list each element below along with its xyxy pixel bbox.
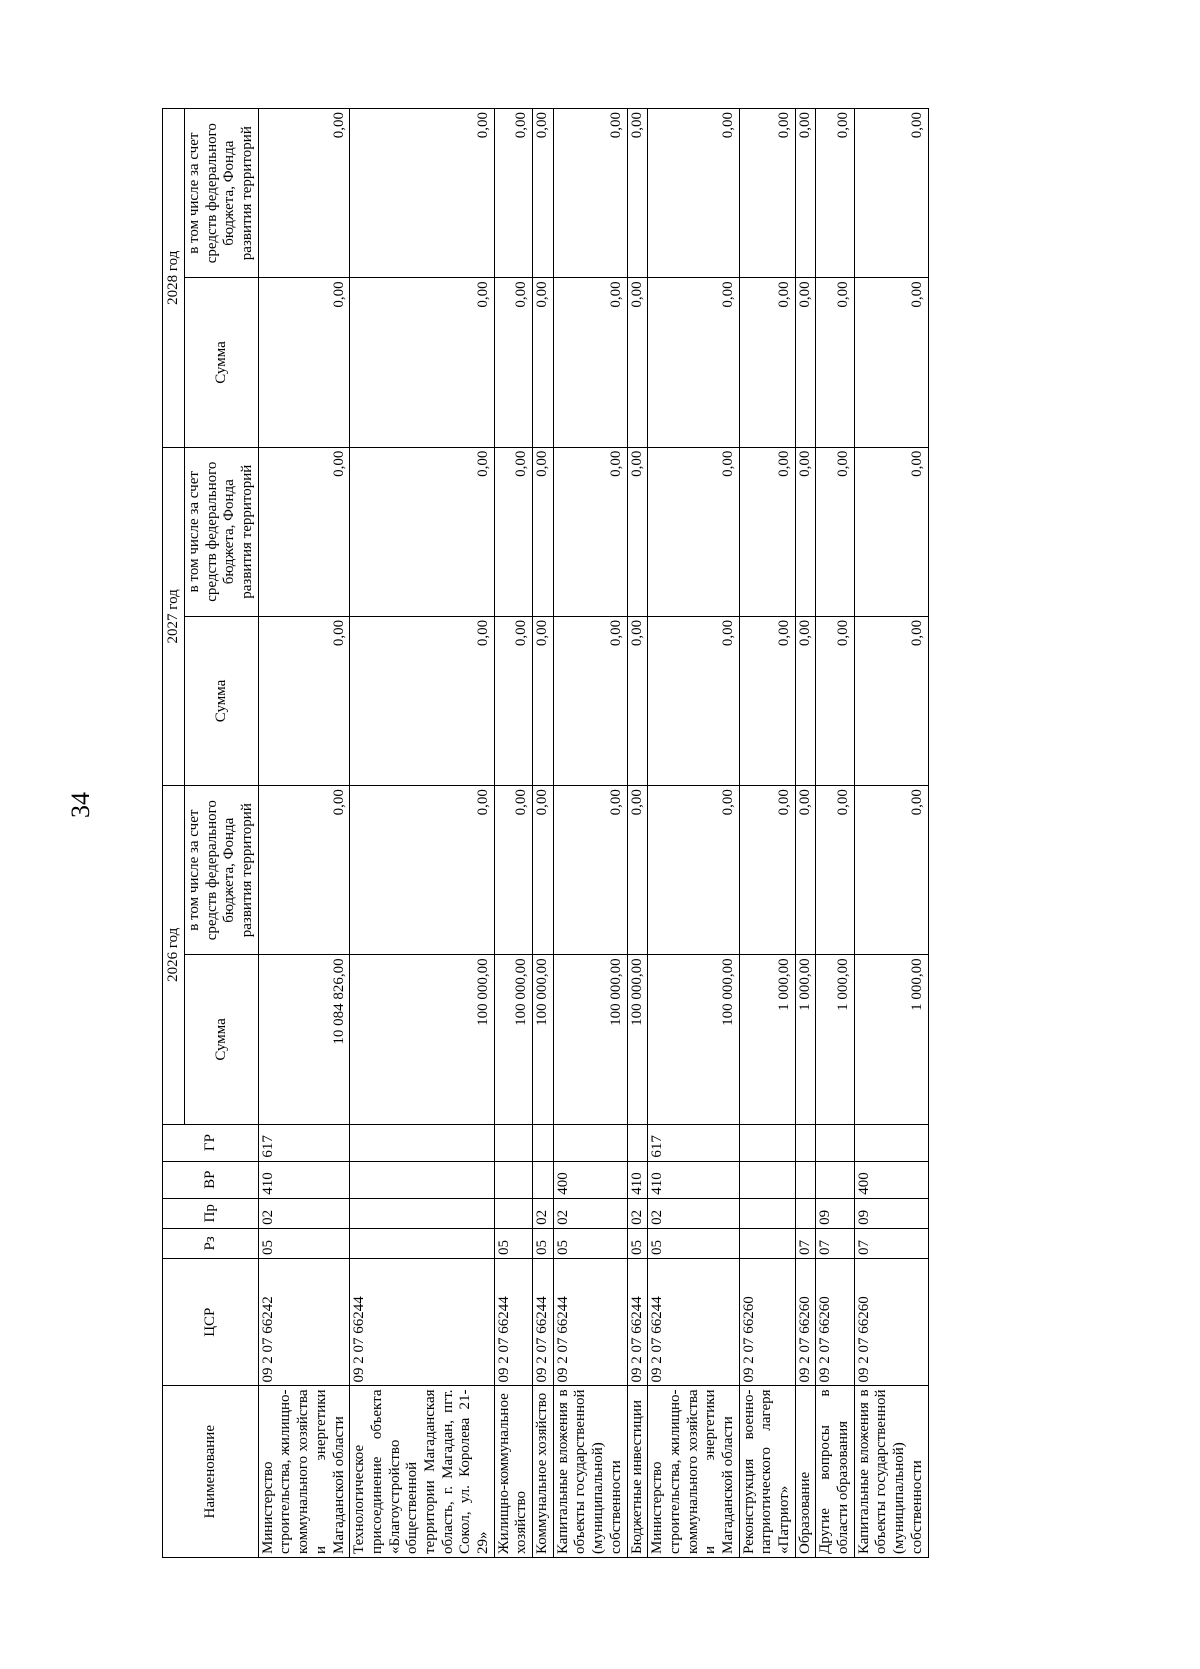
row-gr — [494, 1124, 532, 1161]
row-gr — [350, 1124, 495, 1161]
row-pr: 02 — [627, 1198, 648, 1228]
row-vr: 400 — [854, 1161, 928, 1198]
col-header-year-2027: 2027 год — [163, 447, 185, 785]
row-sum-2027: 0,00 — [258, 616, 349, 785]
row-name: Капитальные вложения в объекты государственной (муниципальной) собственности — [553, 1386, 627, 1558]
row-rz: 05 — [648, 1228, 739, 1258]
row-csr: 09 2 07 66244 — [533, 1258, 554, 1386]
row-gr — [627, 1124, 648, 1161]
row-name: Коммунальное хозяйство — [533, 1386, 554, 1558]
row-csr: 09 2 07 66260 — [739, 1258, 795, 1386]
row-sum-2026: 100 000,00 — [350, 955, 495, 1124]
row-vr — [795, 1161, 816, 1198]
row-federal-2026: 0,00 — [795, 786, 816, 955]
table-header — [163, 109, 259, 1558]
table-row — [648, 109, 739, 1558]
row-csr: 09 2 07 66244 — [494, 1258, 532, 1386]
row-federal-2027: 0,00 — [816, 447, 854, 616]
row-csr: 09 2 07 66260 — [854, 1258, 928, 1386]
row-federal-2027: 0,00 — [648, 447, 739, 616]
row-csr: 09 2 07 66244 — [350, 1258, 495, 1386]
row-vr — [739, 1161, 795, 1198]
row-gr — [739, 1124, 795, 1161]
row-federal-2028: 0,00 — [795, 109, 816, 278]
col-header-rz: Рз — [163, 1228, 259, 1258]
row-sum-2027: 0,00 — [553, 616, 627, 785]
col-header-csr: ЦСР — [163, 1258, 259, 1386]
row-sum-2027: 0,00 — [854, 616, 928, 785]
row-rz: 05 — [494, 1228, 532, 1258]
row-pr: 09 — [854, 1198, 928, 1228]
row-sum-2028: 0,00 — [627, 278, 648, 447]
row-federal-2027: 0,00 — [854, 447, 928, 616]
row-gr — [533, 1124, 554, 1161]
row-federal-2028: 0,00 — [350, 109, 495, 278]
row-sum-2027: 0,00 — [648, 616, 739, 785]
row-federal-2026: 0,00 — [816, 786, 854, 955]
row-sum-2027: 0,00 — [816, 616, 854, 785]
row-rz: 07 — [816, 1228, 854, 1258]
table-row — [553, 109, 627, 1558]
table-row — [627, 109, 648, 1558]
row-sum-2028: 0,00 — [494, 278, 532, 447]
row-gr — [816, 1124, 854, 1161]
row-sum-2027: 0,00 — [494, 616, 532, 785]
row-federal-2026: 0,00 — [258, 786, 349, 955]
row-federal-2026: 0,00 — [553, 786, 627, 955]
row-gr — [854, 1124, 928, 1161]
row-vr: 410 — [627, 1161, 648, 1198]
row-federal-2027: 0,00 — [494, 447, 532, 616]
row-csr: 09 2 07 66260 — [816, 1258, 854, 1386]
row-sum-2026: 1 000,00 — [816, 955, 854, 1124]
row-rz — [739, 1228, 795, 1258]
row-name: Реконструкция военно-патриотического лагеря «Патриот» — [739, 1386, 795, 1558]
col-header-sum-2027: Сумма — [185, 616, 259, 785]
row-pr: 02 — [258, 1198, 349, 1228]
col-header-year-2026: 2026 год — [163, 786, 185, 1124]
row-federal-2027: 0,00 — [350, 447, 495, 616]
row-vr — [816, 1161, 854, 1198]
row-sum-2026: 1 000,00 — [739, 955, 795, 1124]
row-name: Министерство строительства, жилищно-коммунального хозяйства и энергетики Магаданской области — [648, 1386, 739, 1558]
row-federal-2028: 0,00 — [739, 109, 795, 278]
col-header-federal-2028: в том числе за счет средств федерального бюджета, Фонда развития территорий — [185, 109, 259, 278]
row-rz: 05 — [553, 1228, 627, 1258]
row-federal-2028: 0,00 — [816, 109, 854, 278]
row-name: Капитальные вложения в объекты государственной (муниципальной) собственности — [854, 1386, 928, 1558]
row-sum-2028: 0,00 — [739, 278, 795, 447]
table-row — [795, 109, 816, 1558]
row-name: Бюджетные инвестиции — [627, 1386, 648, 1558]
row-name: Образование — [795, 1386, 816, 1558]
row-federal-2027: 0,00 — [258, 447, 349, 616]
row-sum-2026: 10 084 826,00 — [258, 955, 349, 1124]
row-rz: 05 — [258, 1228, 349, 1258]
row-federal-2026: 0,00 — [648, 786, 739, 955]
col-header-year-2028: 2028 год — [163, 109, 185, 448]
row-sum-2027: 0,00 — [795, 616, 816, 785]
row-sum-2026: 100 000,00 — [533, 955, 554, 1124]
row-name: Технологическое присоединение объекта «Благоустройство общественной территории Магаданская область, г. Магадан, пгт. Сокол, ул. Королева 21-29» — [350, 1386, 495, 1558]
row-vr: 410 — [258, 1161, 349, 1198]
row-csr: 09 2 07 66244 — [627, 1258, 648, 1386]
row-gr: 617 — [648, 1124, 739, 1161]
row-vr — [494, 1161, 532, 1198]
row-federal-2028: 0,00 — [494, 109, 532, 278]
rotated-table-wrapper — [162, 108, 1082, 1558]
row-federal-2026: 0,00 — [494, 786, 532, 955]
row-sum-2027: 0,00 — [739, 616, 795, 785]
col-header-name: Наименование — [163, 1386, 259, 1558]
row-sum-2028: 0,00 — [816, 278, 854, 447]
row-csr: 09 2 07 66242 — [258, 1258, 349, 1386]
row-pr: 09 — [816, 1198, 854, 1228]
row-rz — [350, 1228, 495, 1258]
row-csr: 09 2 07 66260 — [795, 1258, 816, 1386]
row-vr: 400 — [553, 1161, 627, 1198]
row-federal-2027: 0,00 — [533, 447, 554, 616]
row-federal-2026: 0,00 — [350, 786, 495, 955]
row-federal-2026: 0,00 — [739, 786, 795, 955]
row-sum-2027: 0,00 — [533, 616, 554, 785]
col-header-sum-2028: Сумма — [185, 278, 259, 447]
row-name: Другие вопросы в области образования — [816, 1386, 854, 1558]
row-federal-2028: 0,00 — [258, 109, 349, 278]
col-header-gr: ГР — [163, 1124, 259, 1161]
row-federal-2027: 0,00 — [553, 447, 627, 616]
row-sum-2026: 1 000,00 — [795, 955, 816, 1124]
row-federal-2028: 0,00 — [533, 109, 554, 278]
row-rz: 07 — [795, 1228, 816, 1258]
col-header-federal-2026: в том числе за счет средств федерального бюджета, Фонда развития территорий — [185, 786, 259, 955]
row-sum-2026: 100 000,00 — [627, 955, 648, 1124]
col-header-federal-2027: в том числе за счет средств федерального бюджета, Фонда развития территорий — [185, 447, 259, 616]
table-row — [350, 109, 495, 1558]
row-sum-2028: 0,00 — [533, 278, 554, 447]
table-row — [854, 109, 928, 1558]
table-row — [258, 109, 349, 1558]
row-rz: 05 — [627, 1228, 648, 1258]
row-sum-2028: 0,00 — [854, 278, 928, 447]
row-federal-2026: 0,00 — [627, 786, 648, 955]
table-body — [258, 109, 928, 1558]
row-gr: 617 — [258, 1124, 349, 1161]
row-sum-2028: 0,00 — [795, 278, 816, 447]
row-sum-2028: 0,00 — [648, 278, 739, 447]
page-number: 34 — [66, 792, 95, 818]
row-pr: 02 — [533, 1198, 554, 1228]
budget-table — [162, 108, 929, 1558]
row-sum-2027: 0,00 — [627, 616, 648, 785]
row-federal-2028: 0,00 — [627, 109, 648, 278]
row-csr: 09 2 07 66244 — [648, 1258, 739, 1386]
table-row — [533, 109, 554, 1558]
row-pr — [795, 1198, 816, 1228]
row-gr — [553, 1124, 627, 1161]
table-row — [739, 109, 795, 1558]
col-header-sum-2026: Сумма — [185, 955, 259, 1124]
row-federal-2026: 0,00 — [533, 786, 554, 955]
row-sum-2028: 0,00 — [258, 278, 349, 447]
row-pr — [494, 1198, 532, 1228]
col-header-vr: ВР — [163, 1161, 259, 1198]
row-pr — [350, 1198, 495, 1228]
row-federal-2027: 0,00 — [627, 447, 648, 616]
row-sum-2026: 1 000,00 — [854, 955, 928, 1124]
row-rz: 07 — [854, 1228, 928, 1258]
row-pr: 02 — [553, 1198, 627, 1228]
row-federal-2027: 0,00 — [739, 447, 795, 616]
row-federal-2028: 0,00 — [553, 109, 627, 278]
row-name: Жилищно-коммунальное хозяйство — [494, 1386, 532, 1558]
row-sum-2026: 100 000,00 — [494, 955, 532, 1124]
table-row — [816, 109, 854, 1558]
row-federal-2027: 0,00 — [795, 447, 816, 616]
row-vr — [533, 1161, 554, 1198]
table-row — [494, 109, 532, 1558]
row-sum-2028: 0,00 — [350, 278, 495, 447]
row-sum-2026: 100 000,00 — [553, 955, 627, 1124]
row-sum-2028: 0,00 — [553, 278, 627, 447]
row-name: Министерство строительства, жилищно-коммунального хозяйства и энергетики Магаданской области — [258, 1386, 349, 1558]
row-csr: 09 2 07 66244 — [553, 1258, 627, 1386]
row-gr — [795, 1124, 816, 1161]
row-vr: 410 — [648, 1161, 739, 1198]
row-rz: 05 — [533, 1228, 554, 1258]
row-sum-2027: 0,00 — [350, 616, 495, 785]
row-federal-2026: 0,00 — [854, 786, 928, 955]
row-federal-2028: 0,00 — [648, 109, 739, 278]
col-header-pr: Пр — [163, 1198, 259, 1228]
row-pr — [739, 1198, 795, 1228]
row-pr: 02 — [648, 1198, 739, 1228]
row-sum-2026: 100 000,00 — [648, 955, 739, 1124]
row-vr — [350, 1161, 495, 1198]
row-federal-2028: 0,00 — [854, 109, 928, 278]
